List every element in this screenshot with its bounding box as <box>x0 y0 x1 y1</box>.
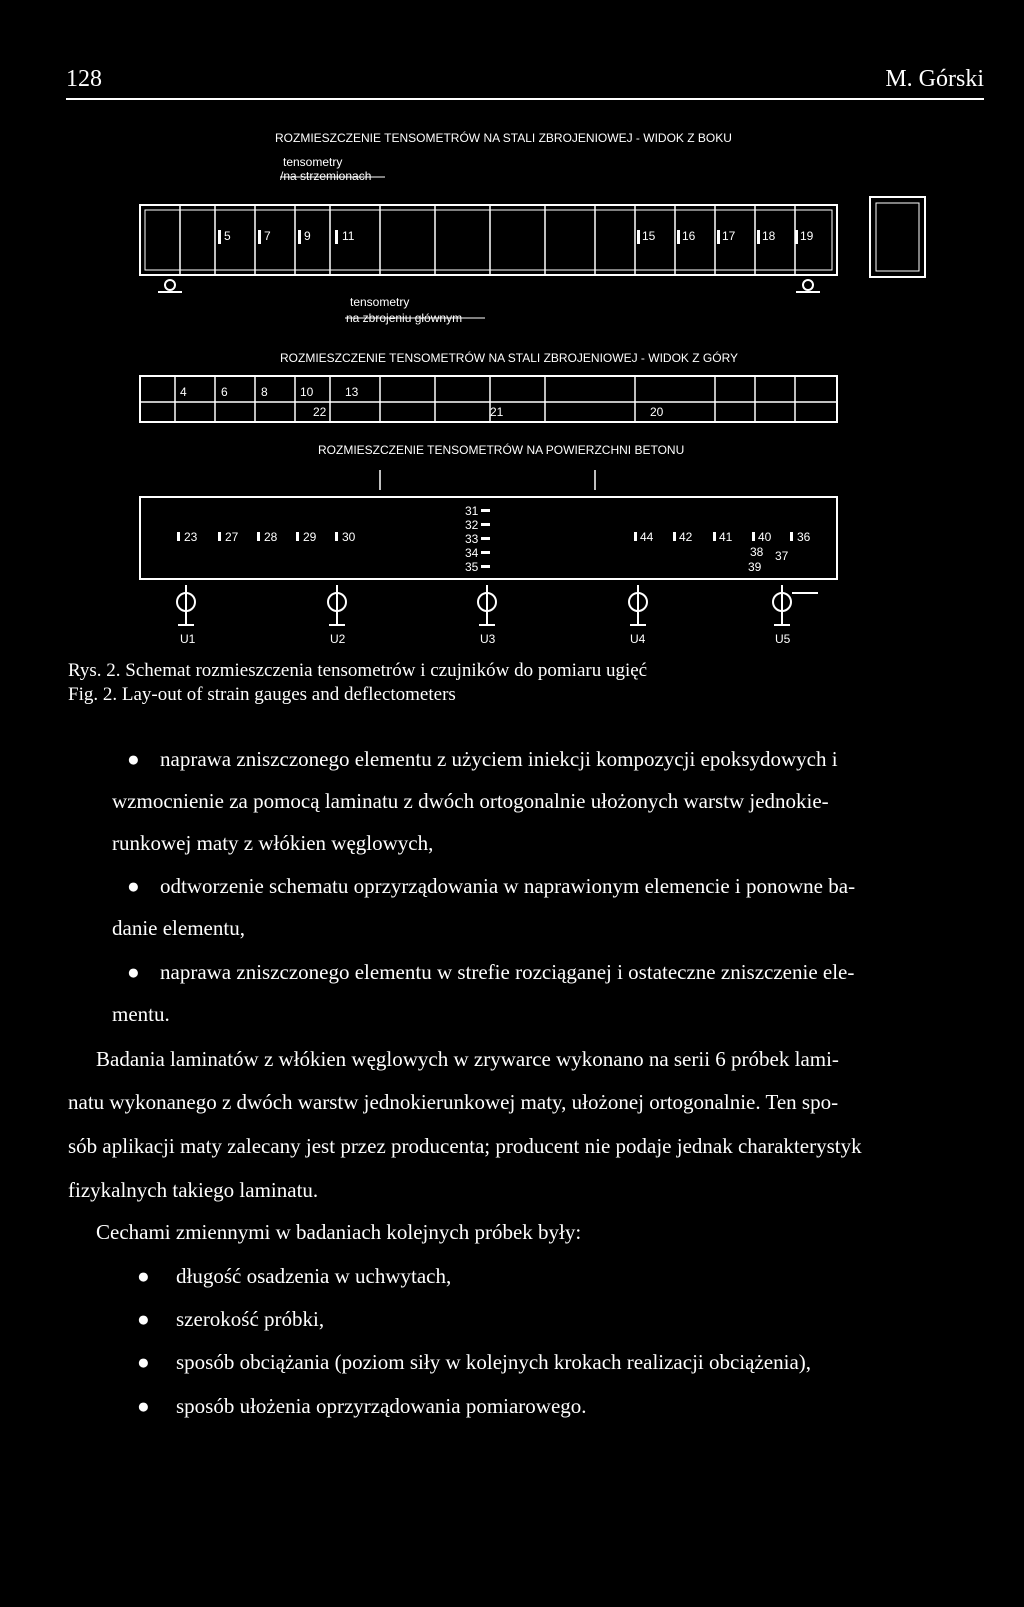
paragraph-line: Cechami zmiennymi w badaniach kolejnych próbek były: <box>96 1220 582 1244</box>
bullet-text: danie elementu, <box>112 916 245 940</box>
side-view-title: ROZMIESZCZENIE TENSOMETRÓW NA STALI ZBROJENIOWEJ - WIDOK Z BOKU <box>275 131 732 145</box>
bullet-text: wzmocnienie za pomocą laminatu z dwóch ortogonalnie ułożonych warstw jednokie- <box>112 789 829 813</box>
side-label: 17 <box>722 229 736 243</box>
side-label: 16 <box>682 229 696 243</box>
deflectometer-label: U1 <box>180 632 196 646</box>
deflectometer-label: U5 <box>775 632 791 646</box>
bullet-text: sposób ułożenia oprzyrządowania pomiarowego. <box>176 1394 587 1418</box>
surface-label: 38 <box>750 545 764 559</box>
bullet-icon: ● <box>127 747 140 771</box>
bullet-icon: ● <box>127 960 140 984</box>
bullet-text: naprawa zniszczonego elementu z użyciem iniekcji kompozycji epoksydowych i <box>160 747 838 771</box>
top-label: 8 <box>261 385 268 399</box>
side-note-top-1: tensometry <box>283 155 343 169</box>
surface-label: 39 <box>748 560 762 574</box>
bullet-text: sposób obciążania (poziom siły w kolejnych krokach realizacji obciążenia), <box>176 1350 812 1374</box>
side-label: 15 <box>642 229 656 243</box>
page-header <box>66 66 984 100</box>
figure-schematic <box>0 100 1024 660</box>
top-label: 6 <box>221 385 228 399</box>
bullet-icon: ● <box>137 1394 150 1418</box>
bullet-icon: ● <box>127 874 140 898</box>
top-label: 22 <box>313 405 327 419</box>
paragraph-line: fizykalnych takiego laminatu. <box>68 1178 319 1202</box>
figure-caption-en: Fig. 2. Lay-out of strain gauges and deflectometers <box>68 684 456 705</box>
surface-mid-label: 33 <box>465 532 479 546</box>
side-label: 18 <box>762 229 776 243</box>
side-label: 11 <box>342 229 355 243</box>
side-note-bottom-2: na zbrojeniu głównym <box>346 311 463 325</box>
paragraph-line: Badania laminatów z włókien węglowych w zrywarce wykonano na serii 6 próbek lami- <box>96 1047 839 1071</box>
figure-caption-pl: Rys. 2. Schemat rozmieszczenia tensometrów i czujników do pomiaru ugięć <box>68 660 648 681</box>
surface-label: 36 <box>797 530 811 544</box>
paragraph-line: natu wykonanego z dwóch warstw jednokierunkowej maty, ułożonej ortogonalnie. Ten spo- <box>68 1090 839 1114</box>
surface-mid-label: 34 <box>465 546 479 560</box>
surface-label: 23 <box>184 530 198 544</box>
surface-label: 27 <box>225 530 239 544</box>
top-label: 4 <box>180 385 187 399</box>
top-label: 21 <box>490 405 504 419</box>
side-note-bottom-1: tensometry <box>350 295 410 309</box>
bullet-icon: ● <box>137 1307 150 1331</box>
schematic-diagram <box>0 100 1024 660</box>
bullet-icon: ● <box>137 1350 150 1374</box>
surface-label: 44 <box>640 530 654 544</box>
bullet-text: mentu. <box>112 1002 170 1026</box>
side-label: 19 <box>800 229 814 243</box>
side-label: 5 <box>224 229 231 243</box>
bullet-text: runkowej maty z włókien węglowych, <box>112 831 434 855</box>
author-name: M. Górski <box>885 66 984 92</box>
top-label: 13 <box>345 385 359 399</box>
surface-label: 37 <box>775 549 789 563</box>
surface-mid-label: 32 <box>465 518 479 532</box>
deflectometer-label: U3 <box>480 632 496 646</box>
surface-label: 42 <box>679 530 693 544</box>
side-label: 9 <box>304 229 311 243</box>
bullet-text: szerokość próbki, <box>176 1307 325 1331</box>
side-note-top-2: /na strzemionach <box>280 169 372 183</box>
top-label: 10 <box>300 385 314 399</box>
surface-label: 29 <box>303 530 317 544</box>
bullet-text: odtworzenie schematu oprzyrządowania w naprawionym elemencie i ponowne ba- <box>160 874 856 898</box>
side-label: 7 <box>264 229 271 243</box>
surface-label: 41 <box>719 530 733 544</box>
top-label: 20 <box>650 405 664 419</box>
bullet-text: naprawa zniszczonego elementu w strefie rozciąganej i ostateczne zniszczenie ele- <box>160 960 855 984</box>
deflectometer-label: U2 <box>330 632 346 646</box>
paragraph-line: sób aplikacji maty zalecany jest przez producenta; producent nie podaje jednak charakterystyk <box>68 1134 862 1158</box>
surface-mid-label: 31 <box>465 504 479 518</box>
surface-label: 30 <box>342 530 356 544</box>
surface-label: 40 <box>758 530 772 544</box>
bullet-icon: ● <box>137 1264 150 1288</box>
bullet-text: długość osadzenia w uchwytach, <box>176 1264 452 1288</box>
surface-label: 28 <box>264 530 278 544</box>
surface-title: ROZMIESZCZENIE TENSOMETRÓW NA POWIERZCHNI BETONU <box>318 443 685 457</box>
deflectometer-label: U4 <box>630 632 646 646</box>
surface-mid-label: 35 <box>465 560 479 574</box>
top-view-title: ROZMIESZCZENIE TENSOMETRÓW NA STALI ZBROJENIOWEJ - WIDOK Z GÓRY <box>280 351 739 365</box>
page-number: 128 <box>66 66 102 92</box>
